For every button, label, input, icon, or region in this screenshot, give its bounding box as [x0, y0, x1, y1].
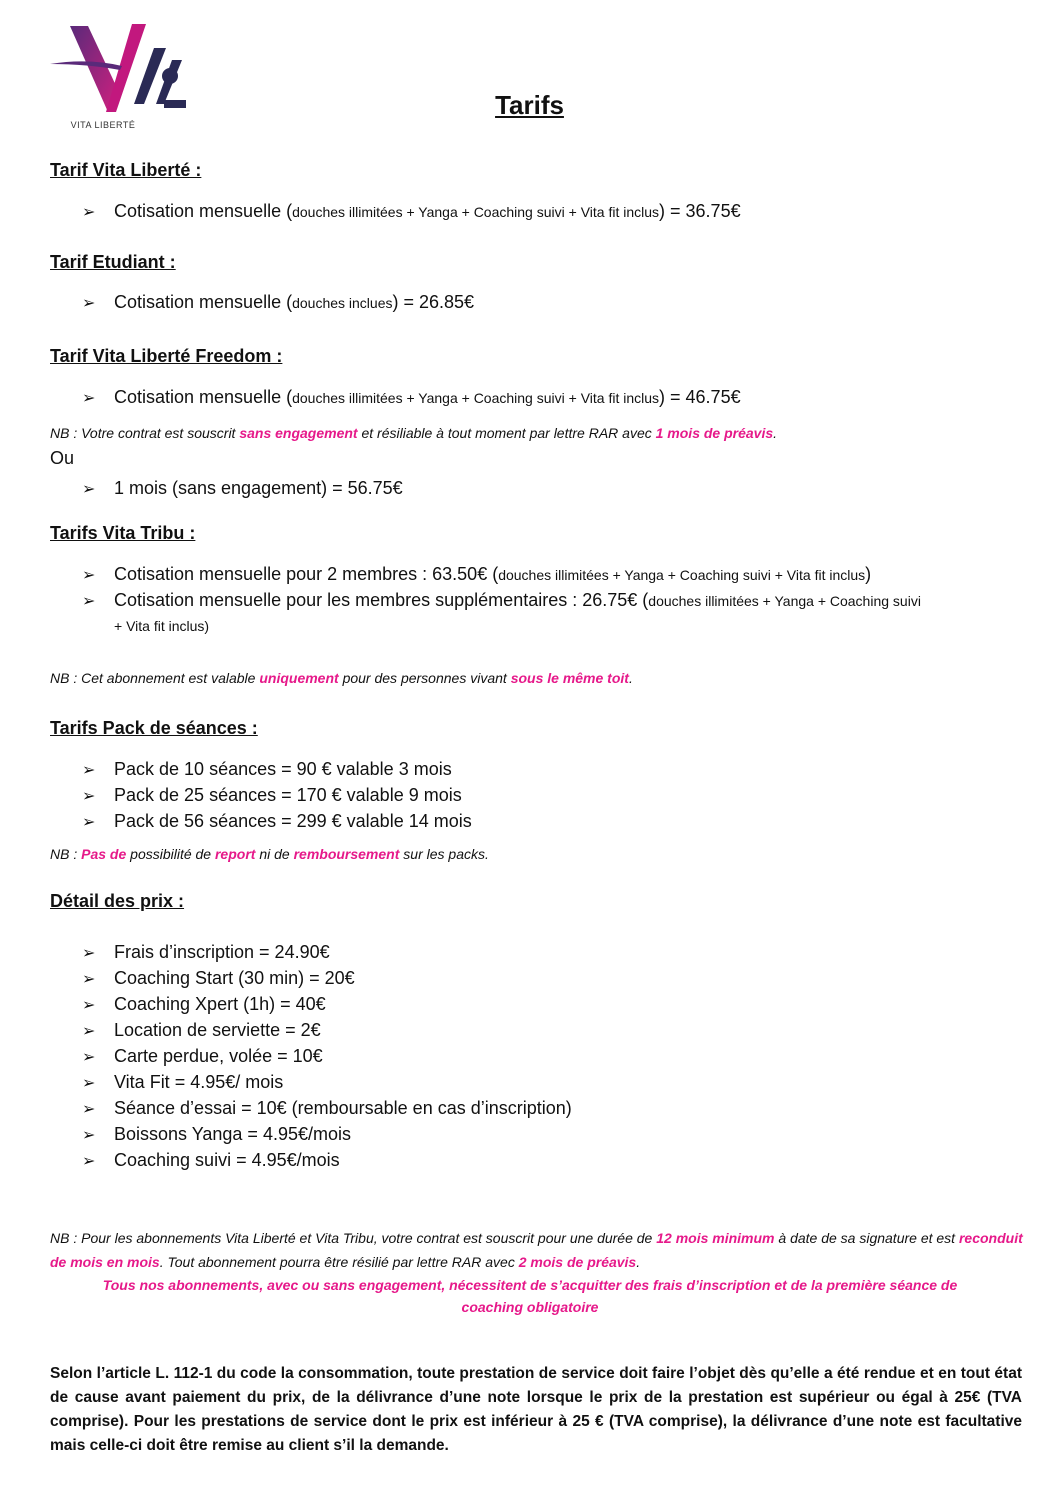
arrow-bullet-icon: ➢ [82, 295, 96, 312]
heading-vita-liberte: Tarif Vita Liberté : [50, 160, 202, 180]
heading-detail: Détail des prix : [50, 891, 185, 911]
arrow-bullet-icon: ➢ [82, 1153, 96, 1170]
arrow-bullet-icon: ➢ [82, 788, 96, 805]
arrow-bullet-icon: ➢ [82, 567, 96, 584]
arrow-bullet-icon: ➢ [82, 481, 96, 498]
arrow-bullet-icon: ➢ [82, 1023, 96, 1040]
list-item: ➢ Séance d’essai = 10€ (remboursable en cas d’inscription) [82, 1095, 572, 1123]
page-title: Tarifs [495, 90, 564, 120]
list-item-continuation: + Vita fit inclus) [114, 618, 210, 634]
arrow-bullet-icon: ➢ [82, 762, 96, 779]
list-item: ➢ Carte perdue, volée = 10€ [82, 1043, 323, 1071]
arrow-bullet-icon: ➢ [82, 204, 96, 221]
list-item: ➢ 1 mois (sans engagement) = 56.75€ [82, 475, 403, 503]
or-text: Ou [50, 448, 75, 468]
list-item: ➢ Pack de 25 séances = 170 € valable 9 mois [82, 782, 462, 810]
note-contract: NB : Pour les abonnements Vita Liberté et Vita Tribu, votre contrat est souscrit pour une durée de 12 mois minimum à date de sa signature et est reconduit de mois en mois. Tout abonnement pourra être résilié par lettre RAR avec 2 mois de préavis. [50, 1230, 1023, 1270]
list-item: ➢ Coaching Start (30 min) = 20€ [82, 965, 355, 993]
arrow-bullet-icon: ➢ [82, 593, 96, 610]
legal-text: Selon l’article L. 112-1 du code la consommation, toute prestation de service doit faire l’objet dès qu’elle a été rendue et en tout état de cause avant paiement du prix, de la délivrance d’une note lorsque le prix de la prestation est supérieur ou égal à 25€ (TVA comprise). Pour les prestations de service dont le prix est inférieur à 25 € (TVA comprise), la délivrance d’une note est facultative mais celle-ci doit être remise au client s’il la demande. [50, 1365, 1022, 1454]
list-item: ➢ Cotisation mensuelle pour 2 membres : 63.50€ (douches illimitées + Yanga + Coaching suivi + Vita fit inclus) [82, 561, 871, 589]
list-item: ➢ Cotisation mensuelle pour les membres supplémentaires : 26.75€ (douches illimitées + Yanga + Coaching suivi [82, 587, 921, 615]
note-tribu: NB : Cet abonnement est valable uniquement pour des personnes vivant sous le même toit. [50, 670, 633, 686]
arrow-bullet-icon: ➢ [82, 1075, 96, 1092]
arrow-bullet-icon: ➢ [82, 814, 96, 831]
highlight-line-1: Tous nos abonnements, avec ou sans engagement, nécessitent de s’acquitter des frais d’inscription et de la première séance de [102, 1277, 958, 1293]
arrow-bullet-icon: ➢ [82, 1127, 96, 1144]
heading-freedom: Tarif Vita Liberté Freedom : [50, 346, 283, 366]
list-item: ➢ Pack de 56 séances = 299 € valable 14 mois [82, 808, 472, 836]
heading-tribu: Tarifs Vita Tribu : [50, 523, 196, 543]
arrow-bullet-icon: ➢ [82, 971, 96, 988]
list-item: ➢ Location de serviette = 2€ [82, 1017, 321, 1045]
list-item: ➢ Cotisation mensuelle (douches inclues) = 26.85€ [82, 289, 474, 317]
logo-caption: VITA LIBERTÉ [70, 120, 136, 130]
arrow-bullet-icon: ➢ [82, 390, 96, 407]
list-item: ➢ Vita Fit = 4.95€/ mois [82, 1069, 283, 1097]
list-item: ➢ Boissons Yanga = 4.95€/mois [82, 1121, 351, 1149]
list-item: ➢ Cotisation mensuelle (douches illimitées + Yanga + Coaching suivi + Vita fit inclus) = 36.75€ [82, 198, 741, 226]
arrow-bullet-icon: ➢ [82, 945, 96, 962]
list-item: ➢ Frais d’inscription = 24.90€ [82, 939, 330, 967]
note-pack: NB : Pas de possibilité de report ni de remboursement sur les packs. [50, 846, 489, 862]
heading-pack: Tarifs Pack de séances : [50, 718, 258, 738]
list-item: ➢ Pack de 10 séances = 90 € valable 3 mois [82, 756, 452, 784]
note-freedom: NB : Votre contrat est souscrit sans engagement et résiliable à tout moment par lettre RAR avec 1 mois de préavis. [50, 425, 778, 441]
list-item: ➢ Cotisation mensuelle (douches illimitées + Yanga + Coaching suivi + Vita fit inclus) = 46.75€ [82, 384, 741, 412]
arrow-bullet-icon: ➢ [82, 997, 96, 1014]
arrow-bullet-icon: ➢ [82, 1049, 96, 1066]
list-item: ➢ Coaching Xpert (1h) = 40€ [82, 991, 326, 1019]
list-item: ➢ Coaching suivi = 4.95€/mois [82, 1147, 340, 1175]
arrow-bullet-icon: ➢ [82, 1101, 96, 1118]
heading-etudiant: Tarif Etudiant : [50, 252, 176, 272]
highlight-line-2: coaching obligatoire [461, 1299, 599, 1315]
